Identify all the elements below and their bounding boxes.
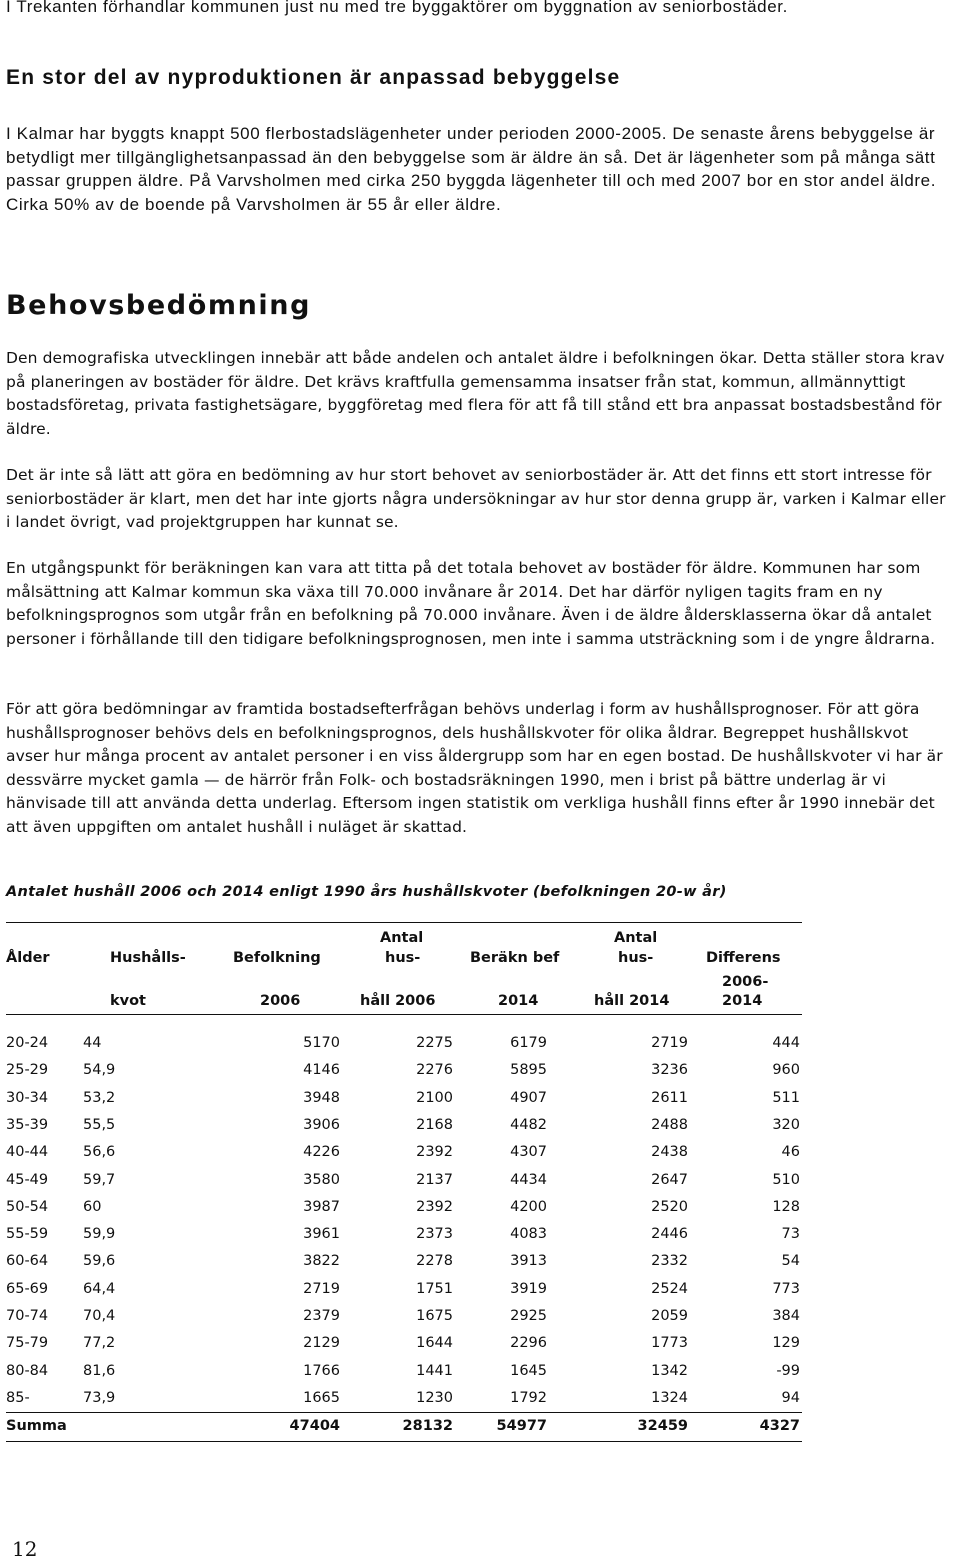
table-row (6, 1112, 802, 1139)
cell-households-2014: 2446 (651, 1226, 688, 1243)
cell-age: 70-74 (6, 1308, 49, 1324)
cell-households-2006: 2275 (416, 1035, 453, 1051)
cell-pop-2006: 3906 (303, 1116, 340, 1133)
cell-age: 80-84 (6, 1362, 49, 1379)
cell-pop-2006: 3580 (303, 1171, 340, 1188)
cell-households-2006: 1230 (416, 1389, 453, 1406)
cell-difference: 54 (781, 1253, 800, 1270)
intro-line: I Trekanten förhandlar kommunen just nu med tre byggaktörer om byggnation av seniorbostäder. (6, 0, 788, 16)
table-row (6, 1330, 802, 1357)
cell-households-2006: 1675 (416, 1308, 453, 1324)
section-heading-nyproduktion: En stor del av nyproduktionen är anpassad bebyggelse (6, 66, 621, 89)
cell-pop-2014: 4307 (510, 1144, 547, 1161)
cell-pop-2006: 2129 (303, 1335, 340, 1352)
header-hush14-top2: hus- (618, 950, 654, 966)
cell-households-2006: 2392 (416, 1198, 453, 1215)
cell-households-2014: 2524 (651, 1280, 688, 1297)
paragraph-hushallsprognoser: För att göra bedömningar av framtida bostadsefterfrågan behövs underlag i form av hushållsprognoser. För att göra hushållsprognoser behövs dels en befolkningsprognos, dels hushållskvoter för olika åldrar. Begreppet hushållskvot avser hur många procent av antalet personer i en viss åldergrupp som har en egen bostad. De hushållskvoter vi har är dessvärre mycket gamla — de härrör från Folk- och bostadsräkningen 1990, men i brist på bättre underlag är vi hänvisade till att använda detta underlag. Eftersom ingen statistik om verkliga hushåll finns efter år 1990 innebär det att även uppgiften om antalet hushåll i nuläget är skattad. (6, 700, 943, 836)
cell-age: 65-69 (6, 1280, 49, 1297)
header-hush14-top1: Antal (614, 930, 658, 946)
cell-quota: 77,2 (83, 1335, 116, 1352)
cell-pop-2006: 3948 (303, 1089, 340, 1106)
cell-households-2014: 2438 (651, 1144, 688, 1161)
cell-difference: 94 (781, 1389, 800, 1406)
cell-pop-2014: 4482 (510, 1116, 547, 1133)
cell-age: 35-39 (6, 1116, 49, 1133)
cell-pop-2006: 4226 (303, 1144, 340, 1161)
header-kvot-top: Hushålls- (110, 950, 186, 966)
cell-pop-2006: 47404 (289, 1418, 340, 1435)
header-hush06-bottom: håll 2006 (360, 993, 436, 1009)
header-diff-bottom: 2014 (722, 993, 763, 1009)
cell-age: 45-49 (6, 1171, 49, 1188)
cell-quota: 54,9 (83, 1062, 116, 1079)
cell-pop-2006: 1665 (303, 1389, 340, 1406)
table-sum-row (6, 1413, 802, 1440)
cell-households-2014: 2488 (651, 1116, 688, 1133)
paragraph-bedomning: Det är inte så lätt att göra en bedömning av hur stort behovet av seniorbostäder är. Att det finns ett stort intresse för seniorbostäder är klart, men det har inte gjorts några undersökningar av hur stor denna grupp är, varken i Kalmar eller i landet övrigt, vad projektgruppen har kunnat se. (6, 466, 946, 531)
cell-pop-2006: 2719 (303, 1280, 340, 1297)
cell-pop-2014: 1645 (510, 1362, 547, 1379)
cell-pop-2014: 4200 (510, 1198, 547, 1215)
cell-difference: -99 (776, 1362, 800, 1379)
header-hush06-top2: hus- (385, 950, 421, 966)
cell-households-2014: 3236 (651, 1062, 688, 1079)
cell-households-2006: 2373 (416, 1226, 453, 1243)
cell-households-2006: 1441 (416, 1362, 453, 1379)
cell-households-2014: 2647 (651, 1171, 688, 1188)
table-row (6, 1276, 802, 1303)
header-diff-top: Differens (706, 950, 781, 966)
cell-quota: 53,2 (83, 1089, 116, 1106)
page-number: 12 (12, 1537, 38, 1561)
table-caption: Antalet hushåll 2006 och 2014 enligt 1990 års hushållskvoter (befolkningen 20-w år) (6, 884, 727, 900)
cell-pop-2006: 3822 (303, 1253, 340, 1270)
table-bottom-rule (6, 1441, 802, 1442)
header-bef-top: Befolkning (233, 950, 321, 966)
cell-households-2006: 28132 (402, 1418, 453, 1435)
cell-difference: 73 (781, 1226, 800, 1243)
cell-difference: 773 (772, 1280, 800, 1297)
cell-age: Summa (6, 1418, 67, 1435)
cell-pop-2014: 6179 (510, 1035, 547, 1051)
cell-pop-2006: 4146 (303, 1062, 340, 1079)
cell-difference: 4327 (759, 1418, 800, 1435)
cell-age: 85- (6, 1389, 30, 1406)
table-row (6, 1385, 802, 1412)
table-row (6, 1085, 802, 1112)
cell-households-2006: 1751 (416, 1280, 453, 1297)
cell-households-2006: 2137 (416, 1171, 453, 1188)
cell-difference: 444 (772, 1035, 800, 1051)
cell-households-2006: 1644 (416, 1335, 453, 1352)
cell-pop-2006: 3987 (303, 1198, 340, 1215)
cell-pop-2014: 4083 (510, 1226, 547, 1243)
cell-age: 50-54 (6, 1198, 49, 1215)
cell-households-2006: 2278 (416, 1253, 453, 1270)
cell-pop-2014: 54977 (496, 1418, 547, 1435)
section-heading-behovsbedomning: Behovsbedömning (6, 290, 312, 321)
cell-pop-2014: 1792 (510, 1389, 547, 1406)
cell-age: 30-34 (6, 1089, 49, 1106)
cell-pop-2014: 2296 (510, 1335, 547, 1352)
table-row (6, 1358, 802, 1385)
cell-age: 60-64 (6, 1253, 49, 1270)
cell-age: 20-24 (6, 1035, 49, 1051)
cell-pop-2014: 3919 (510, 1280, 547, 1297)
paragraph-nyproduktion: I Kalmar har byggts knappt 500 flerbostadslägenheter under perioden 2000-2005. De senaste årens bebyggelse är betydligt mer tillgänglighetsanpassad än den bebyggelse som är äldre än så. Det är lägenheter som på många sätt passar gruppen äldre. På Varvsholmen med cirka 250 byggda lägenheter till och med 2007 bor en stor andel äldre. Cirka 50% av de boende på Varvsholmen är 55 år eller äldre. (6, 124, 937, 214)
header-bef14-top: Beräkn bef (470, 950, 560, 966)
cell-quota: 59,9 (83, 1226, 116, 1243)
cell-pop-2006: 3961 (303, 1226, 340, 1243)
cell-pop-2006: 2379 (303, 1308, 340, 1324)
cell-quota: 81,6 (83, 1362, 116, 1379)
cell-difference: 384 (772, 1308, 800, 1324)
cell-households-2014: 1773 (651, 1335, 688, 1352)
cell-households-2006: 2168 (416, 1116, 453, 1133)
cell-age: 25-29 (6, 1062, 49, 1079)
cell-households-2006: 2276 (416, 1062, 453, 1079)
cell-pop-2014: 4434 (510, 1171, 547, 1188)
paragraph-demografi: Den demografiska utvecklingen innebär att både andelen och antalet äldre i befolkningen ökar. Detta ställer stora krav på planeringen av bostäder för äldre. Det krävs kraftfulla gemensamma insatser från stat, kommun, allmännyttigt bostadsföretag, privata fastighetsägare, byggföretag med flera för att få till stånd ett bra anpassat bostadsbestånd för äldre. (6, 349, 945, 438)
cell-difference: 320 (772, 1116, 800, 1133)
cell-households-2014: 2719 (651, 1035, 688, 1051)
cell-pop-2014: 5895 (510, 1062, 547, 1079)
header-bef14-bottom: 2014 (498, 993, 539, 1009)
cell-households-2014: 1342 (651, 1362, 688, 1379)
table-top-rule (6, 922, 802, 923)
cell-difference: 128 (772, 1198, 800, 1215)
table-row (6, 1248, 802, 1275)
table-row (6, 1167, 802, 1194)
table-row (6, 1303, 802, 1330)
cell-households-2014: 1324 (651, 1389, 688, 1406)
cell-quota: 64,4 (83, 1280, 116, 1297)
cell-households-2014: 2520 (651, 1198, 688, 1215)
cell-difference: 511 (772, 1089, 800, 1106)
cell-difference: 960 (772, 1062, 800, 1079)
header-hush06-top1: Antal (380, 930, 424, 946)
header-alder: Ålder (6, 950, 50, 966)
cell-households-2014: 2059 (651, 1308, 688, 1324)
cell-pop-2014: 4907 (510, 1089, 547, 1106)
cell-difference: 510 (772, 1171, 800, 1188)
cell-pop-2006: 1766 (303, 1362, 340, 1379)
table-row (6, 1221, 802, 1248)
cell-quota: 56,6 (83, 1144, 116, 1161)
cell-age: 55-59 (6, 1226, 49, 1243)
cell-quota: 55,5 (83, 1116, 116, 1133)
cell-quota: 70,4 (83, 1308, 116, 1324)
cell-pop-2014: 2925 (510, 1308, 547, 1324)
cell-quota: 59,7 (83, 1171, 116, 1188)
cell-households-2006: 2100 (416, 1089, 453, 1106)
header-bef-bottom: 2006 (260, 993, 301, 1009)
cell-households-2014: 2611 (651, 1089, 688, 1106)
cell-pop-2006: 5170 (303, 1035, 340, 1051)
header-diff-mid: 2006- (722, 974, 769, 990)
cell-quota: 73,9 (83, 1389, 116, 1406)
table-row (6, 1030, 802, 1057)
cell-quota: 59,6 (83, 1253, 116, 1270)
cell-age: 40-44 (6, 1144, 49, 1161)
cell-difference: 129 (772, 1335, 800, 1352)
cell-households-2014: 2332 (651, 1253, 688, 1270)
table-row (6, 1139, 802, 1166)
cell-pop-2014: 3913 (510, 1253, 547, 1270)
paragraph-utgangspunkt: En utgångspunkt för beräkningen kan vara att titta på det totala behovet av bostäder för äldre. Kommunen har som målsättning att Kalmar kommun ska växa till 70.000 invånare år 2014. Det har därför nyligen tagits fram en ny befolkningsprognos som utgår från en befolkning på 70.000 invånare. Även i de äldre åldersklasserna ökar då antalet personer i förhållande till den tidigare befolkningsprognosen, men inte i samma utsträckning som i de yngre åldrarna. (6, 559, 936, 648)
cell-age: 75-79 (6, 1335, 49, 1352)
cell-difference: 46 (781, 1144, 800, 1161)
table-header-rule (6, 1014, 802, 1015)
cell-quota: 44 (83, 1035, 102, 1051)
header-hush14-bottom: håll 2014 (594, 993, 670, 1009)
table-row (6, 1057, 802, 1084)
cell-quota: 60 (83, 1198, 102, 1215)
header-kvot-bottom: kvot (110, 993, 146, 1009)
cell-households-2014: 32459 (637, 1418, 688, 1435)
table-row (6, 1194, 802, 1221)
cell-households-2006: 2392 (416, 1144, 453, 1161)
